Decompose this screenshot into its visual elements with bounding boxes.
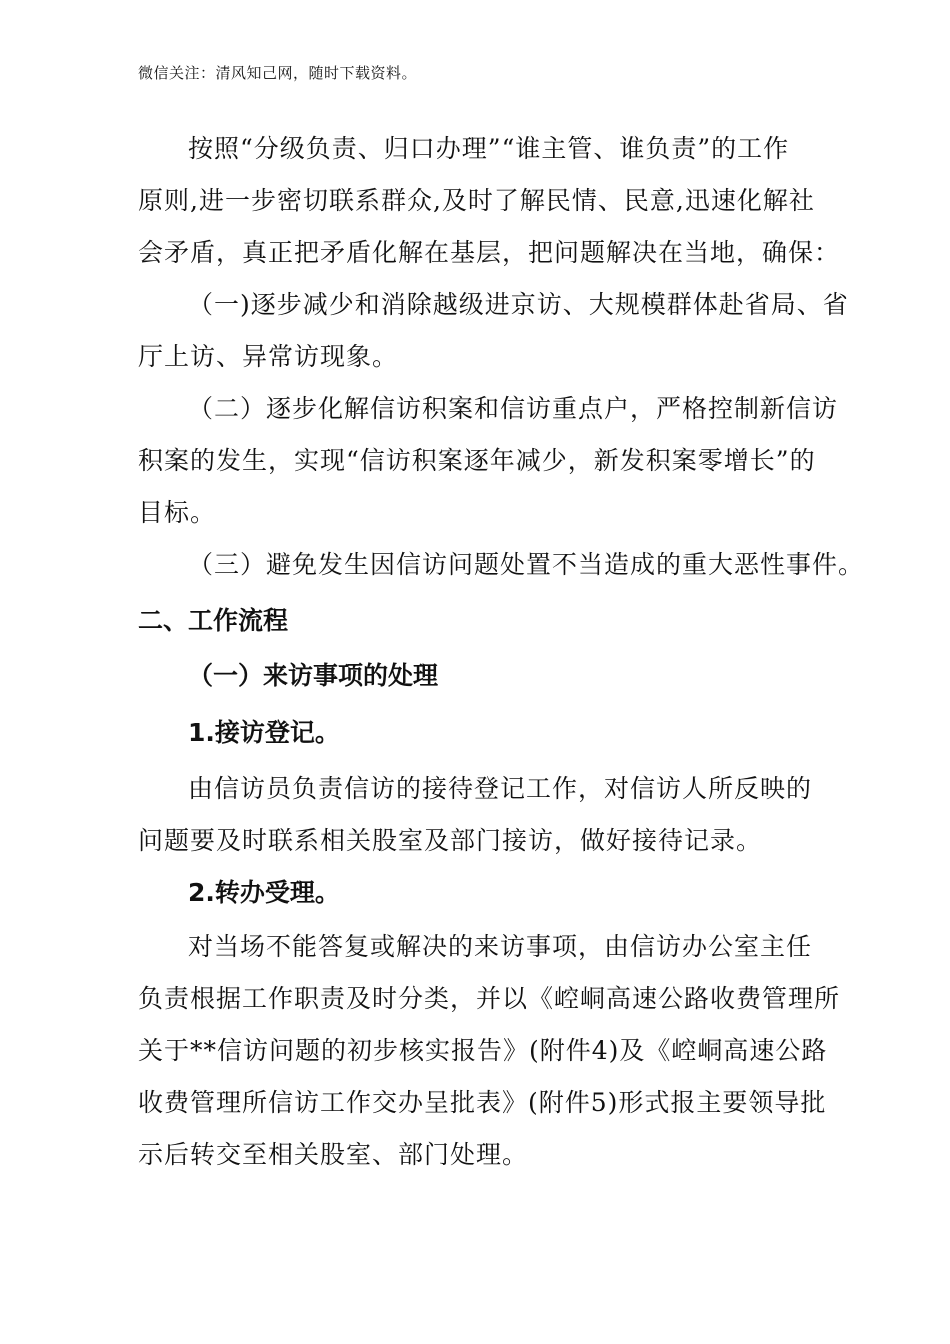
- subsection-heading-visits: （一）来访事项的处理: [188, 661, 439, 690]
- registration-paragraph: [138, 763, 818, 867]
- text-line: 问题要及时联系相关股室及部门接访，做好接待记录。: [138, 826, 763, 855]
- text-line: 负责根据工作职责及时分类，并以《崆峒高速公路收费管理所: [138, 984, 841, 1013]
- text-line: 对当场不能答复或解决的来访事项，由信访办公室主任: [188, 932, 813, 961]
- goal-item-1: [138, 279, 849, 383]
- page-header-note: 微信关注：清风知己网，随时下载资料。: [138, 64, 418, 82]
- transfer-paragraph: [138, 921, 841, 1181]
- text-line: 厅上访、异常访现象。: [138, 342, 399, 371]
- text-line: 收费管理所信访工作交办呈批表》(附件5)形式报主要领导批: [138, 1088, 827, 1117]
- text-line: 目标。: [138, 498, 217, 527]
- text-line: 按照“分级负责、归口办理”“谁主管、谁负责”的工作: [188, 134, 790, 163]
- text-line: 会矛盾，真正把矛盾化解在基层，把问题解决在当地，确保：: [138, 238, 841, 267]
- text-line: 积案的发生，实现“信访积案逐年减少，新发积案零增长”的: [138, 446, 816, 475]
- section-heading-workflow: 二、工作流程: [138, 606, 289, 635]
- goal-item-2: [138, 383, 839, 539]
- text-line: （一)逐步减少和消除越级进京访、大规模群体赴省局、省: [188, 290, 849, 319]
- step-heading-transfer: 2.转办受理。: [188, 878, 340, 907]
- goal-item-3: [138, 539, 865, 591]
- text-line: 由信访员负责信访的接待登记工作，对信访人所反映的: [188, 774, 813, 803]
- text-line: （二）逐步化解信访积案和信访重点户，严格控制新信访: [188, 394, 839, 423]
- text-line: 示后转交至相关股室、部门处理。: [138, 1140, 529, 1169]
- step-heading-registration: 1.接访登记。: [188, 718, 340, 747]
- text-line: （三）避免发生因信访问题处置不当造成的重大恶性事件。: [188, 550, 865, 579]
- principle-paragraph: [138, 123, 841, 279]
- text-line: 关于**信访问题的初步核实报告》(附件4)及《崆峒高速公路: [138, 1036, 828, 1065]
- text-line: 原则,进一步密切联系群众,及时了解民情、民意,迅速化解社: [138, 186, 815, 215]
